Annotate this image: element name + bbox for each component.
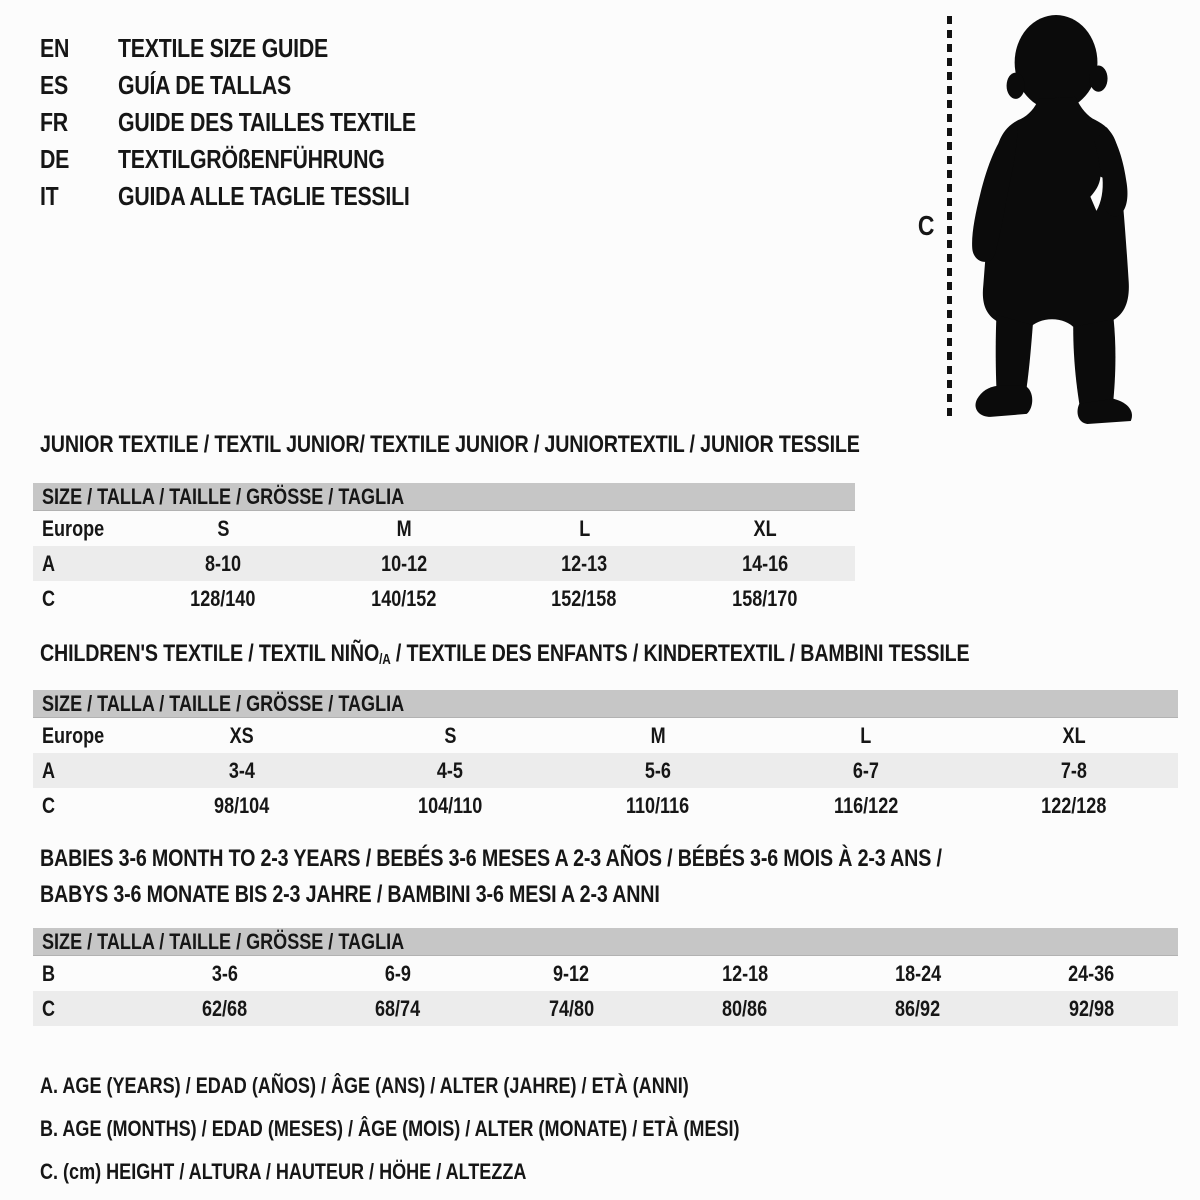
height-cell: 86/92	[895, 996, 941, 1021]
language-code: EN	[40, 33, 70, 63]
age-cell: 14-16	[741, 551, 788, 576]
height-measure-label: C	[917, 210, 935, 241]
age-cell: 8-10	[205, 551, 242, 576]
height-cell: 128/140	[190, 586, 256, 611]
table-row	[33, 581, 855, 616]
size-cell: XL	[1062, 723, 1086, 748]
language-row	[40, 104, 481, 141]
language-title-list	[40, 30, 481, 215]
babies-section-title-line2: BABYS 3-6 MONATE BIS 2-3 JAHRE / BAMBINI 3-6 MESI A 2-3 ANNI	[40, 881, 660, 908]
size-cell: XS	[229, 723, 255, 748]
measurement-legend	[40, 1064, 893, 1193]
babies-section-title-line1: BABIES 3-6 MONTH TO 2-3 YEARS / BEBÉS 3-6 MESES A 2-3 AÑOS / BÉBÉS 3-6 MOIS À 2-3 ANS /	[40, 845, 942, 872]
guide-title: GUÍA DE TALLAS	[118, 70, 292, 100]
junior-section-title: JUNIOR TEXTILE / TEXTIL JUNIOR/ TEXTILE JUNIOR / JUNIORTEXTIL / JUNIOR TESSILE	[40, 431, 860, 458]
size-header-label: SIZE / TALLA / TAILLE / GRÖSSE / TAGLIA	[42, 691, 405, 716]
height-cell: 98/104	[214, 793, 270, 818]
height-cell: 110/116	[626, 793, 690, 818]
guide-title: TEXTILGRÖßENFÜHRUNG	[118, 144, 385, 174]
row-label: A	[42, 551, 56, 576]
age-cell: 7-8	[1060, 758, 1088, 783]
height-cell: 74/80	[548, 996, 594, 1021]
size-cell: M	[650, 723, 666, 748]
children-size-table	[33, 690, 1178, 823]
language-row	[40, 30, 481, 67]
language-row	[40, 178, 481, 215]
table-row	[33, 718, 1178, 753]
height-cell: 158/170	[732, 586, 798, 611]
age-cell: 3-4	[228, 758, 256, 783]
size-cell: L	[860, 723, 872, 748]
age-cell: 12-13	[561, 551, 608, 576]
guide-title: TEXTILE SIZE GUIDE	[118, 33, 328, 63]
table-row	[33, 546, 855, 581]
table-row	[33, 991, 1178, 1026]
language-code: DE	[40, 144, 70, 174]
age-cell: 9-12	[553, 961, 590, 986]
table-row	[33, 956, 1178, 991]
age-cell: 3-6	[211, 961, 238, 986]
babies-size-table	[33, 928, 1178, 1026]
legend-line-c: C. (cm) HEIGHT / ALTURA / HAUTEUR / HÖHE / ALTEZZA	[40, 1159, 527, 1184]
size-header-bar	[33, 690, 1178, 718]
guide-title: GUIDA ALLE TAGLIE TESSILI	[118, 181, 410, 211]
size-cell: XL	[753, 516, 777, 541]
age-cell: 24-36	[1068, 961, 1115, 986]
height-cell: 92/98	[1068, 996, 1114, 1021]
language-row	[40, 141, 481, 178]
height-cell: 152/158	[551, 586, 617, 611]
guide-title: GUIDE DES TAILLES TEXTILE	[118, 107, 416, 137]
age-cell: 12-18	[721, 961, 768, 986]
height-cell: 116/122	[833, 793, 899, 818]
junior-size-table	[33, 483, 855, 616]
toddler-silhouette-icon	[960, 12, 1142, 426]
legend-line-a: A. AGE (YEARS) / EDAD (AÑOS) / ÂGE (ANS) / ALTER (JAHRE) / ETÀ (ANNI)	[40, 1073, 689, 1098]
size-cell: S	[217, 516, 230, 541]
row-label: C	[42, 793, 56, 818]
height-cell: 68/74	[375, 996, 421, 1021]
height-cell: 80/86	[722, 996, 768, 1021]
size-cell: L	[578, 516, 590, 541]
height-cell: 104/110	[417, 793, 483, 818]
language-code: ES	[40, 70, 68, 100]
children-section-title: CHILDREN'S TEXTILE / TEXTIL NIÑO/A / TEXTILE DES ENFANTS / KINDERTEXTIL / BAMBINI TESSILE	[40, 640, 970, 669]
height-cell: 140/152	[371, 586, 437, 611]
size-header-label: SIZE / TALLA / TAILLE / GRÖSSE / TAGLIA	[42, 929, 405, 954]
age-cell: 5-6	[644, 758, 672, 783]
language-code: IT	[40, 181, 59, 211]
age-cell: 18-24	[894, 961, 942, 986]
row-label: C	[42, 586, 56, 611]
row-label: Europe	[42, 516, 105, 541]
age-cell: 10-12	[380, 551, 427, 576]
row-label: Europe	[42, 723, 105, 748]
table-row	[33, 511, 855, 546]
table-row	[33, 753, 1178, 788]
age-cell: 4-5	[436, 758, 464, 783]
size-cell: S	[443, 723, 457, 748]
language-row	[40, 67, 481, 104]
age-cell: 6-9	[384, 961, 412, 986]
size-header-label: SIZE / TALLA / TAILLE / GRÖSSE / TAGLIA	[42, 484, 405, 509]
size-header-bar	[33, 483, 855, 511]
table-row	[33, 788, 1178, 823]
height-measure-dashed-line	[947, 16, 952, 416]
height-cell: 122/128	[1041, 793, 1107, 818]
height-cell: 62/68	[202, 996, 248, 1021]
age-cell: 6-7	[852, 758, 880, 783]
language-code: FR	[40, 107, 68, 137]
size-cell: M	[396, 516, 412, 541]
size-header-bar	[33, 928, 1178, 956]
legend-line-b: B. AGE (MONTHS) / EDAD (MESES) / ÂGE (MOIS) / ALTER (MONATE) / ETÀ (MESI)	[40, 1116, 740, 1141]
row-label: B	[42, 961, 56, 986]
row-label: C	[42, 996, 56, 1021]
row-label: A	[42, 758, 56, 783]
